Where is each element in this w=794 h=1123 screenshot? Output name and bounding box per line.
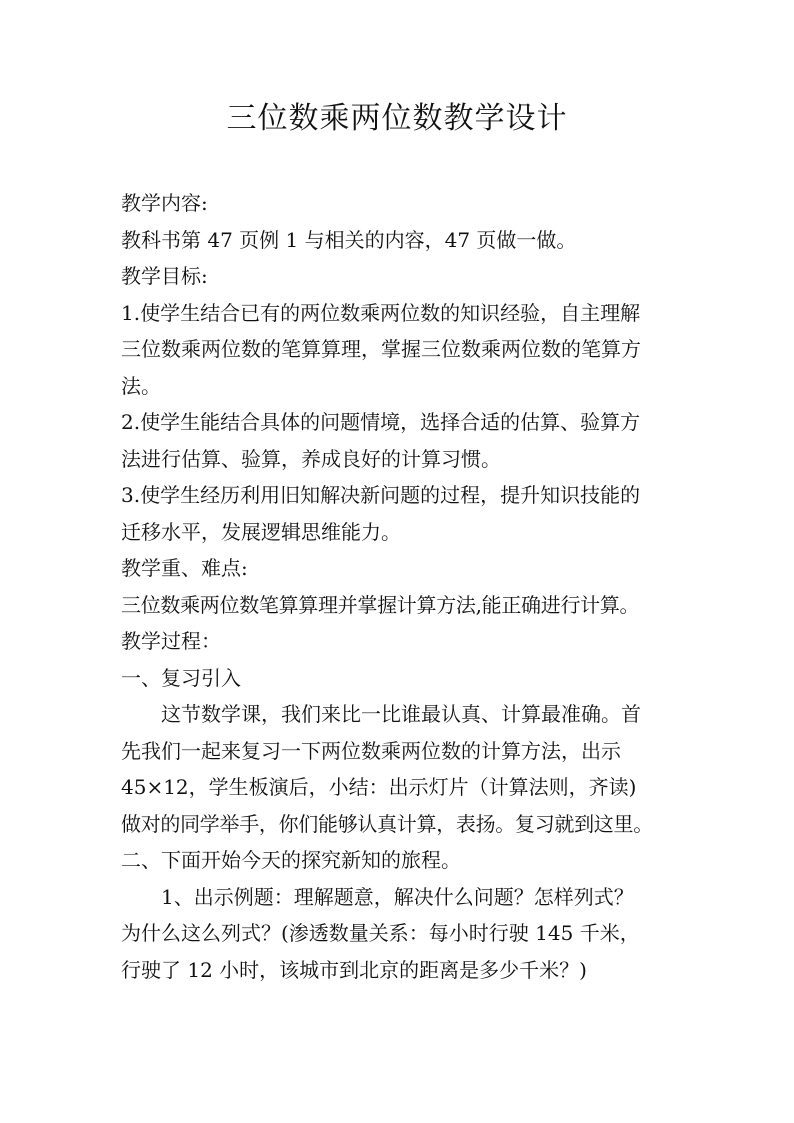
section-heading-objectives: 教学目标: <box>121 264 208 288</box>
process-step-2-heading: 二、下面开始今天的探究新知的旅程。 <box>121 848 461 872</box>
objective-1-line-1: 1.使学生结合已有的两位数乘两位数的知识经验，自主理解 <box>121 300 641 325</box>
example-paragraph-line-2: 为什么这么列式？(渗透数量关系：每小时行驶 145 千米， <box>121 921 640 945</box>
review-paragraph-line-2: 先我们一起来复习一下两位数乘两位数的计算方法，出示 <box>121 738 621 763</box>
content-text: 教科书第 47 页例 1 与相关的内容，47 页做一做。 <box>121 227 577 252</box>
objective-3-line-1: 3.使学生经历利用旧知解决新问题的过程，提升知识技能的 <box>121 483 641 507</box>
objective-2-line-2: 法进行估算、验算，养成良好的计算习惯。 <box>121 446 501 471</box>
review-paragraph-line-1: 这节数学课，我们来比一比谁最认真、计算最准确。首 <box>161 702 641 726</box>
process-step-1-heading: 一、复习引入 <box>121 665 241 690</box>
key-points-text: 三位数乘两位数笔算算理并掌握计算方法,能正确进行计算。 <box>121 592 640 617</box>
section-heading-content: 教学内容: <box>121 191 208 215</box>
document-title: 三位数乘两位数教学设计 <box>226 101 568 136</box>
example-paragraph-line-1: 1、出示例题：理解题意，解决什么问题？怎样列式？ <box>161 884 634 909</box>
objective-1-line-3: 法。 <box>121 373 161 398</box>
review-paragraph-line-4: 做对的同学举手，你们能够认真计算，表扬。复习就到这里。 <box>121 811 653 836</box>
section-heading-key-points: 教学重、难点: <box>121 556 248 580</box>
section-heading-process: 教学过程： <box>121 629 221 653</box>
review-paragraph-line-3: 45×12，学生板演后，小结：出示灯片（计算法则，齐读) <box>121 775 637 799</box>
objective-3-line-2: 迁移水平，发展逻辑思维能力。 <box>121 519 401 544</box>
objective-1-line-2: 三位数乘两位数的笔算算理，掌握三位数乘两位数的笔算方 <box>121 337 641 361</box>
document-body <box>121 185 681 988</box>
example-paragraph-line-3: 行驶了 12 小时，该城市到北京的距离是多少千米？) <box>121 957 587 982</box>
objective-2-line-1: 2.使学生能结合具体的问题情境，选择合适的估算、验算方 <box>121 410 641 434</box>
